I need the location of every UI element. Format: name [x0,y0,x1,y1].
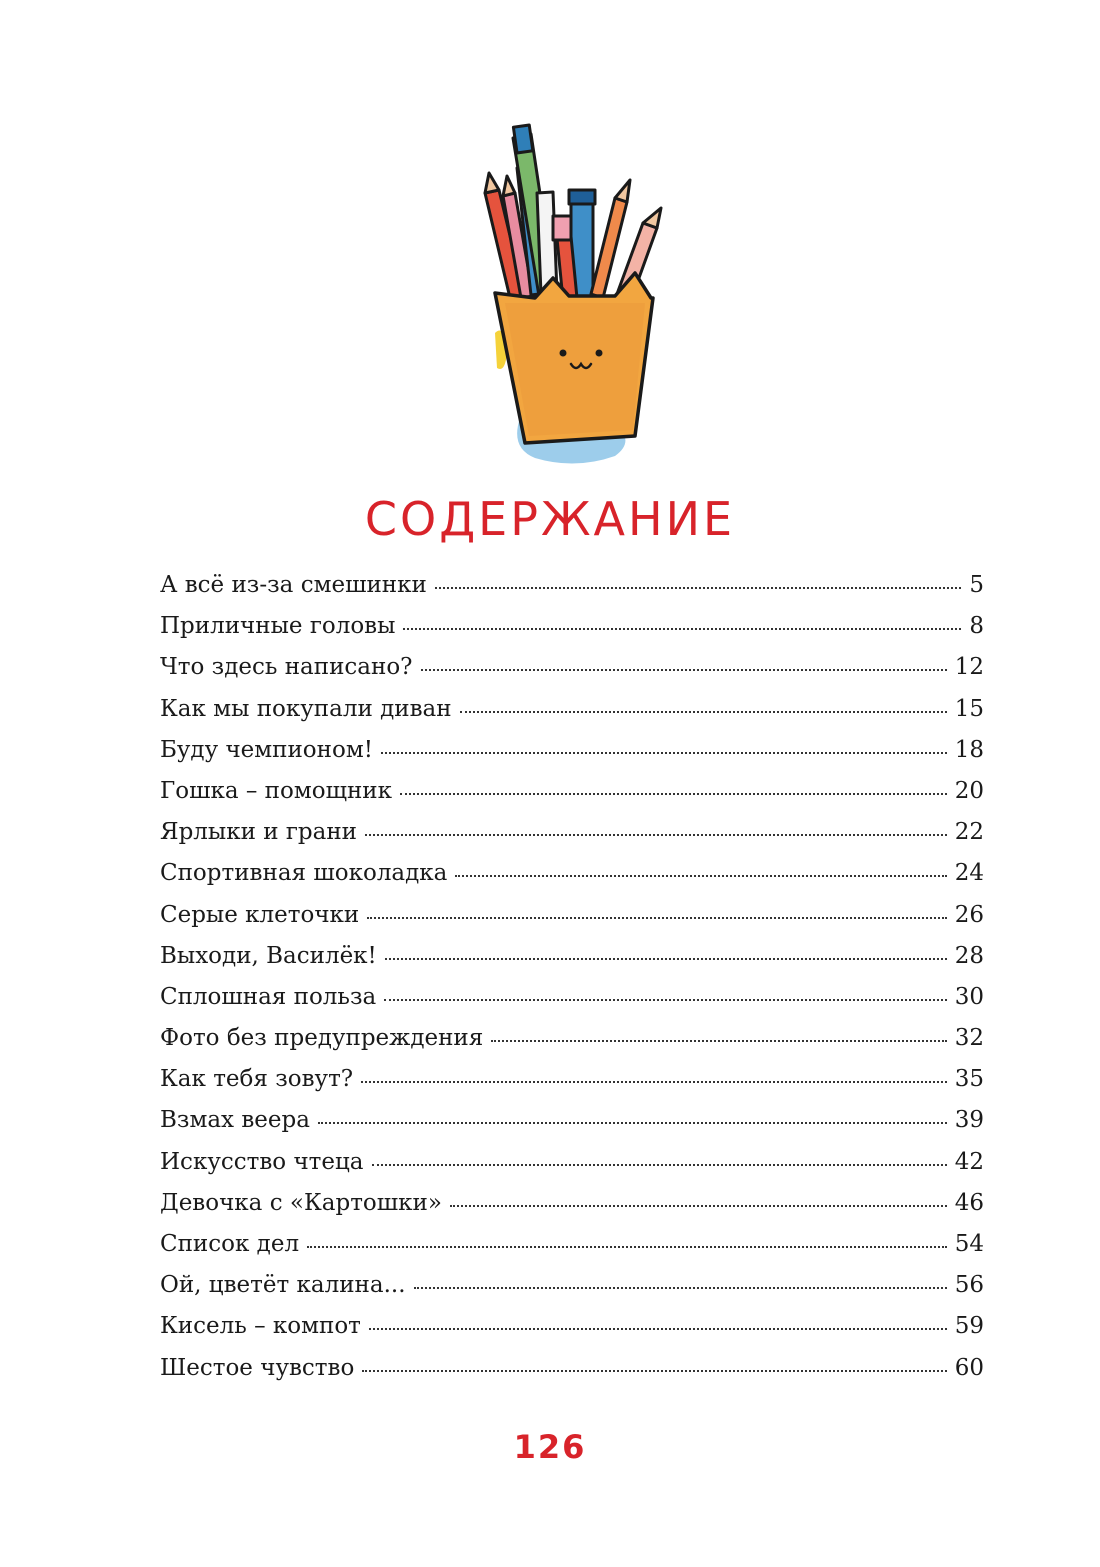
toc-dot-leader [421,669,947,671]
toc-entry[interactable] [160,565,984,606]
toc-entry[interactable] [160,647,984,688]
toc-entry-title: Приличные головы [160,613,396,640]
toc-entry-page: 15 [954,695,984,722]
toc-entry-title: Выходи, Василёк! [160,942,377,969]
toc-entry[interactable] [160,853,984,894]
toc-entry-page: 59 [954,1313,984,1340]
toc-entry[interactable] [160,1100,984,1141]
toc-dot-leader [367,917,946,919]
toc-dot-leader [307,1246,947,1248]
toc-dot-leader [435,587,962,589]
toc-entry-page: 26 [954,901,984,928]
toc-entry-title: Девочка с «Картошки» [160,1189,442,1216]
toc-dot-leader [491,1040,946,1042]
toc-entry-page: 32 [954,1025,984,1052]
toc-dot-leader [450,1205,947,1207]
toc-entry[interactable] [160,730,984,771]
toc-entry-title: Шестое чувство [160,1354,355,1381]
toc-entry-page: 22 [954,819,984,846]
toc-entry-title: Гошка – помощник [160,777,392,804]
toc-dot-leader [403,628,961,630]
toc-entry-page: 39 [954,1107,984,1134]
toc-dot-leader [460,711,947,713]
toc-dot-leader [369,1328,947,1330]
toc-entry-title: Сплошная польза [160,983,377,1010]
toc-dot-leader [455,875,946,877]
toc-entry[interactable] [160,1059,984,1100]
toc-entry-title: Ой, цветёт калина... [160,1272,406,1299]
toc-entry-title: Кисель – компот [160,1313,361,1340]
toc-dot-leader [372,1164,947,1166]
toc-dot-leader [362,1370,946,1372]
toc-dot-leader [400,793,947,795]
toc-entry-page: 56 [954,1272,984,1299]
toc-dot-leader [381,752,947,754]
toc-entry[interactable] [160,936,984,977]
toc-entry-title: Список дел [160,1231,300,1257]
toc-entry[interactable] [160,1142,984,1183]
toc-entry-page: 18 [954,736,984,763]
toc-entry-page: 42 [954,1148,984,1175]
toc-dot-leader [384,999,947,1001]
toc-entry[interactable] [160,1224,984,1265]
toc-entry[interactable] [160,895,984,936]
toc-entry-page: 20 [954,777,984,804]
toc-entry[interactable] [160,1348,984,1389]
toc-entry-title: Серые клеточки [160,901,360,928]
toc-entry[interactable] [160,1265,984,1306]
toc-entry-title: А всё из-за смешинки [160,572,427,598]
toc-entry-title: Как тебя зовут? [160,1066,354,1093]
toc-entry[interactable] [160,606,984,647]
toc-entry-page: 30 [954,983,984,1010]
toc-entry[interactable] [160,771,984,812]
toc-entry[interactable] [160,812,984,853]
toc-entry-page: 60 [954,1354,984,1381]
toc-entry-page: 46 [954,1189,984,1216]
page-number: 126 [513,1428,587,1466]
toc-entry[interactable] [160,977,984,1018]
toc-dot-leader [361,1081,947,1083]
toc-entry-title: Спортивная шоколадка [160,860,448,887]
toc-dot-leader [414,1287,947,1289]
toc-entry[interactable] [160,1183,984,1224]
toc-entry-page: 54 [954,1231,984,1257]
toc-entry[interactable] [160,689,984,730]
toc-entry-page: 24 [954,860,984,887]
table-of-contents [160,565,984,1389]
toc-entry[interactable] [160,1018,984,1059]
toc-entry[interactable] [160,1306,984,1347]
contents-heading: СОДЕРЖАНИЕ [364,492,736,546]
toc-entry-page: 28 [954,942,984,969]
pencil-cup-cat-icon [465,118,675,478]
toc-dot-leader [365,834,947,836]
toc-entry-page: 5 [969,572,984,598]
toc-entry-title: Что здесь написано? [160,654,413,681]
toc-dot-leader [318,1122,947,1124]
toc-entry-title: Искусство чтеца [160,1148,364,1175]
toc-dot-leader [385,958,947,960]
toc-entry-title: Взмах веера [160,1107,310,1134]
toc-entry-title: Фото без предупреждения [160,1025,484,1052]
toc-entry-title: Буду чемпионом! [160,736,373,763]
toc-entry-page: 12 [954,654,984,681]
toc-entry-title: Ярлыки и грани [160,819,358,846]
toc-entry-page: 35 [954,1066,984,1093]
toc-entry-title: Как мы покупали диван [160,695,452,722]
toc-entry-page: 8 [969,613,984,640]
